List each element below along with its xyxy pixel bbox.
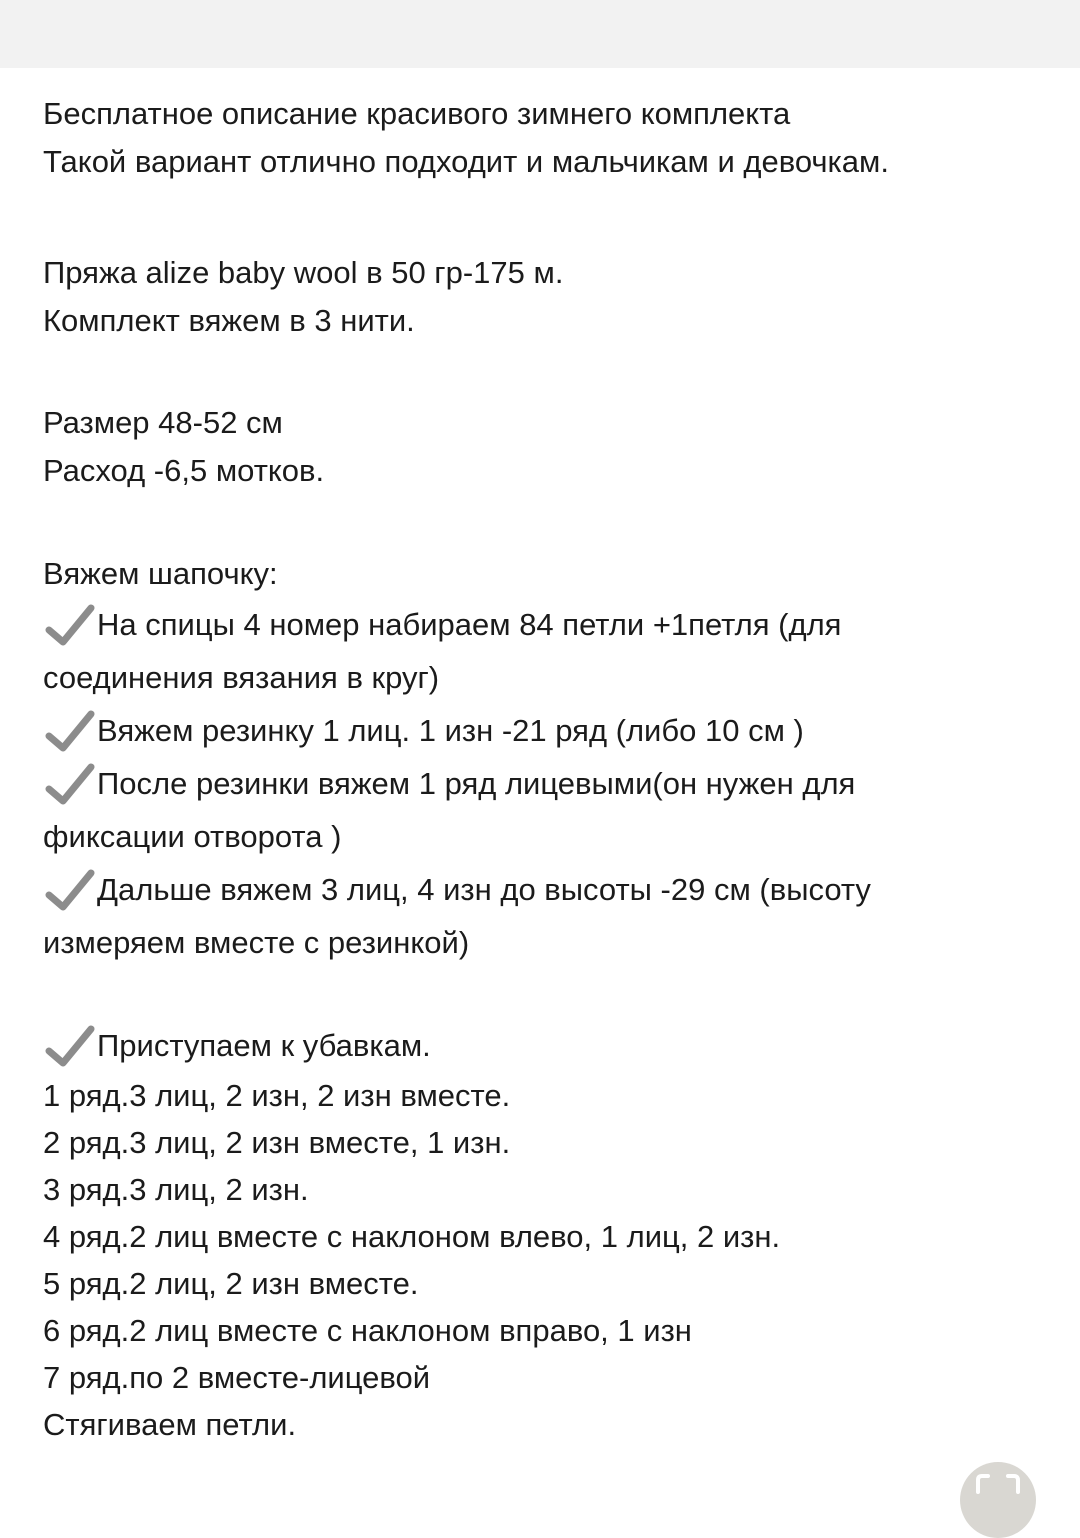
top-bar: [0, 0, 1080, 68]
hat-step: [43, 757, 1053, 863]
yarn-line-1: Пряжа alize baby wool в 50 гр-175 м.: [43, 255, 564, 290]
decrease-row: 5 ряд.2 лиц, 2 изн вместе.: [43, 1266, 419, 1301]
decrease-row: 1 ряд.3 лиц, 2 изн, 2 изн вместе.: [43, 1078, 511, 1113]
decrease-heading-row: [43, 1019, 1053, 1072]
size-line-2: Расход -6,5 мотков.: [43, 453, 325, 488]
hat-step-text: Вяжем резинку 1 лиц. 1 изн -21 ряд (либо 10 см ): [97, 713, 804, 748]
hat-step-text: Дальше вяжем 3 лиц, 4 изн до высоты -29 см (высоту: [97, 872, 871, 907]
hat-step-continuation: фиксации отворота ): [43, 819, 342, 854]
size-line-1: Размер 48-52 см: [43, 405, 283, 440]
hat-heading: Вяжем шапочку:: [43, 556, 278, 591]
intro-line-2: Такой вариант отлично подходит и мальчикам и девочкам.: [43, 144, 889, 179]
hat-step-text: На спицы 4 номер набираем 84 петли +1петля (для: [97, 607, 842, 642]
hat-step: [43, 704, 1053, 757]
hat-step: [43, 863, 1053, 969]
yarn-line-2: Комплект вяжем в 3 нити.: [43, 303, 415, 338]
decrease-row: 6 ряд.2 лиц вместе с наклоном вправо, 1 изн: [43, 1313, 692, 1348]
hat-step: [43, 598, 1053, 704]
check-mark-icon: [43, 1025, 97, 1069]
check-mark-icon: [43, 710, 97, 754]
hat-step-continuation: соединения вязания в круг): [43, 660, 440, 695]
decrease-row: 4 ряд.2 лиц вместе с наклоном влево, 1 лиц, 2 изн.: [43, 1219, 781, 1254]
post-text: [43, 90, 1053, 1448]
scan-icon: [974, 1474, 1022, 1494]
decrease-heading: Приступаем к убавкам.: [97, 1028, 431, 1063]
decrease-row: 2 ряд.3 лиц, 2 изн вместе, 1 изн.: [43, 1125, 511, 1160]
intro-line-1: Бесплатное описание красивого зимнего комплекта: [43, 96, 791, 131]
scan-button[interactable]: [960, 1462, 1036, 1538]
hat-step-continuation: измеряем вместе с резинкой): [43, 925, 470, 960]
decrease-row: 3 ряд.3 лиц, 2 изн.: [43, 1172, 309, 1207]
decrease-closing: Стягиваем петли.: [43, 1407, 297, 1442]
check-mark-icon: [43, 604, 97, 648]
check-mark-icon: [43, 763, 97, 807]
decrease-row: 7 ряд.по 2 вместе-лицевой: [43, 1360, 431, 1395]
check-mark-icon: [43, 869, 97, 913]
hat-step-text: После резинки вяжем 1 ряд лицевыми(он нужен для: [97, 766, 856, 801]
